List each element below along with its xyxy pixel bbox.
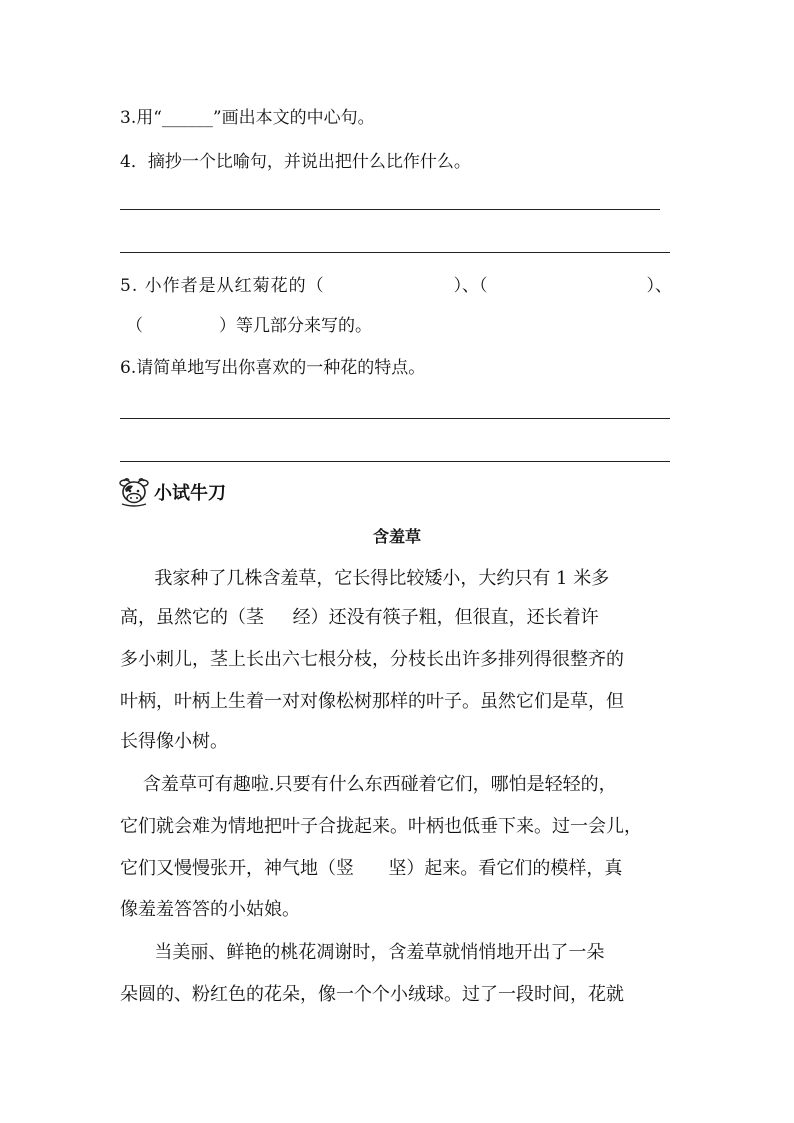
answer-line-q6-1[interactable] <box>120 418 670 419</box>
answer-line-q4-1[interactable] <box>120 209 660 210</box>
question-5-line-1 <box>120 274 672 298</box>
question-5-text-a: 5. 小作者是从红菊花的（ <box>120 276 325 296</box>
passage-line: 朵圆的、粉红色的花朵，像一个个小绒球。过了一段时间，花就 <box>120 984 624 1005</box>
passage-line: 它们就会难为情地把叶子合拢起来。叶柄也低垂下来。过一会儿， <box>120 816 642 837</box>
passage-line: 高，虽然它的（茎 经）还没有筷子粗，但很直，还长着许 <box>120 607 599 628</box>
question-5-text-b: ）、（ <box>453 276 488 296</box>
passage-line: 多小刺儿，茎上长出六七根分枝，分枝长出许多排列得很整齐的 <box>120 649 624 670</box>
passage-title: 含羞草 <box>372 527 421 546</box>
question-6: 6.请简单地写出你喜欢的一种花的特点。 <box>120 358 426 378</box>
question-3-prefix: 3.用“ <box>120 108 162 128</box>
passage-line: 叶柄，叶柄上生着一对对像松树那样的叶子。虽然它们是草，但 <box>120 691 624 712</box>
question-3-underline-mark: ______ <box>161 108 213 128</box>
section-title: 小试牛刀 <box>154 483 226 504</box>
cow-icon <box>118 477 150 507</box>
question-3 <box>120 106 375 130</box>
question-5-blank-2[interactable] <box>507 274 627 298</box>
question-3-suffix: ”画出本文的中心句。 <box>212 108 375 128</box>
answer-line-q4-2[interactable] <box>120 252 670 253</box>
passage-line: 含羞草可有趣啦.只要有什么东西碰着它们，哪怕是轻轻的， <box>120 774 617 795</box>
answer-line-q6-2[interactable] <box>120 461 670 462</box>
question-4: 4．摘抄一个比喻句，并说出把什么比作什么。 <box>120 152 471 172</box>
passage-line: 像羞羞答答的小姑娘。 <box>120 899 300 920</box>
question-5-text-e: ）等几部分来写的。 <box>219 316 372 336</box>
passage-line: 它们又慢慢张开，神气地（竖 坚）起来。看它们的模样，真 <box>120 858 623 879</box>
passage-line: 我家种了几株含羞草，它长得比较矮小，大约只有 1 米多 <box>120 568 610 589</box>
question-5-blank-1[interactable] <box>344 274 434 298</box>
passage-line: 当美丽、鲜艳的桃花凋谢时，含羞草就悄悄地开出了一朵 <box>120 942 605 963</box>
question-5-text-c: ）、 <box>646 276 672 296</box>
section-header <box>118 476 226 508</box>
question-5-line-2 <box>120 314 372 338</box>
question-5-text-d: （ <box>126 316 143 336</box>
passage-line: 长得像小树。 <box>120 731 228 752</box>
